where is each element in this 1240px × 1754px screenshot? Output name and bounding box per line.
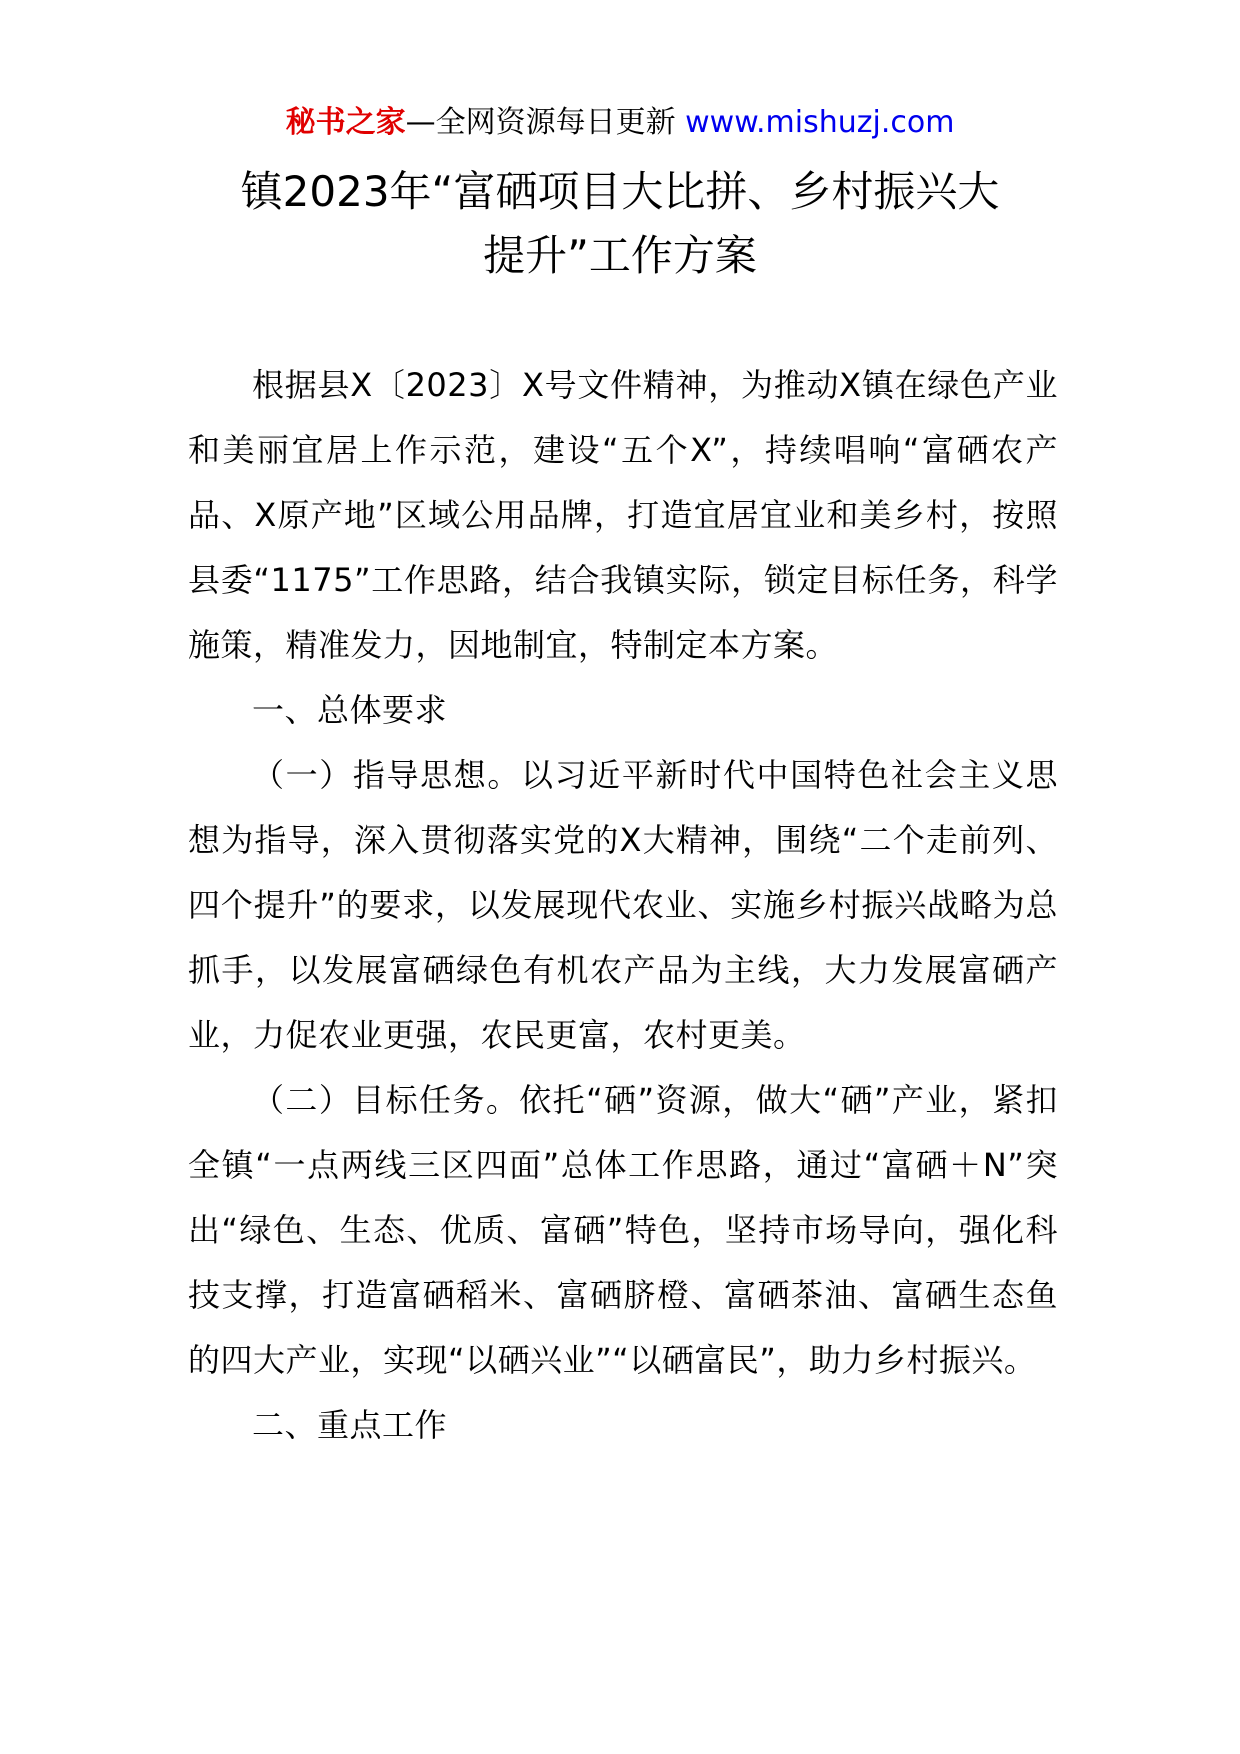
site-header bbox=[0, 102, 1240, 144]
section-heading-key-work: 二、重点工作 bbox=[252, 1406, 448, 1444]
document-body bbox=[188, 353, 1058, 1458]
title-line-2: 提升”工作方案 bbox=[483, 231, 757, 280]
guiding-thought-paragraph: （一）指导思想。以习近平新时代中国特色社会主义思想为指导，深入贯彻落实党的X大精神，围绕“二个走前列、四个提升”的要求，以发展现代农业、实施乡村振兴战略为总抓手，以发展富硒绿色有机农产品为主线，大力发展富硒产业，力促农业更强，农民更富，农村更美。 bbox=[188, 756, 1058, 1054]
site-url-link[interactable]: www.mishuzj.com bbox=[685, 105, 955, 140]
target-tasks-paragraph: （二）目标任务。依托“硒”资源，做大“硒”产业，紧扣全镇“一点两线三区四面”总体工作思路，通过“富硒＋N”突出“绿色、生态、优质、富硒”特色，坚持市场导向，强化科技支撑，打造富硒稻米、富硒脐橙、富硒茶油、富硒生态鱼的四大产业，实现“以硒兴业”“以硒富民”，助力乡村振兴。 bbox=[188, 1081, 1058, 1379]
title-line-1: 镇2023年“富硒项目大比拼、乡村振兴大 bbox=[240, 167, 1000, 216]
section-heading-general-requirements: 一、总体要求 bbox=[252, 691, 448, 729]
document-title bbox=[150, 160, 1090, 288]
brand-name: 秘书之家 bbox=[285, 105, 406, 140]
header-tagline: —全网资源每日更新 bbox=[405, 105, 676, 140]
intro-paragraph: 根据县X〔2023〕X号文件精神，为推动X镇在绿色产业和美丽宜居上作示范，建设“五个X”，持续唱响“富硒农产品、X原产地”区域公用品牌，打造宜居宜业和美乡村，按照县委“1175”工作思路，结合我镇实际，锁定目标任务，科学施策，精准发力，因地制宜，特制定本方案。 bbox=[188, 366, 1058, 664]
